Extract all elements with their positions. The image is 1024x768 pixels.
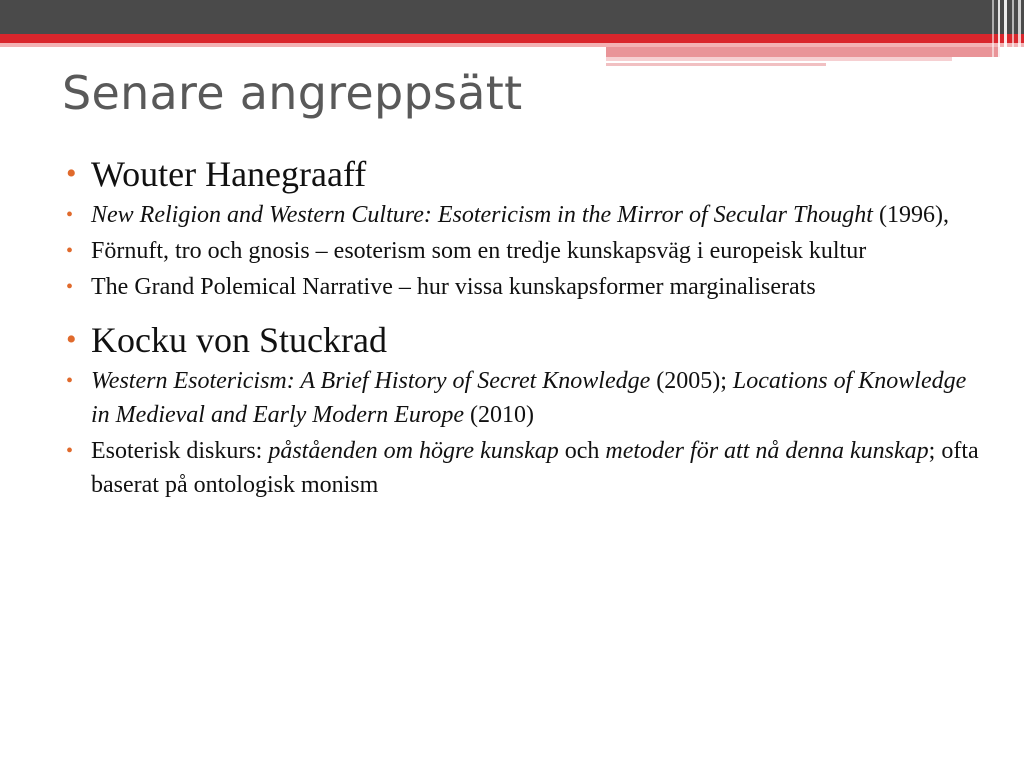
sub-bullet-item xyxy=(62,198,982,232)
bullet-text: Kocku von Stuckrad xyxy=(91,320,387,360)
bullet-item-stuckrad xyxy=(62,318,982,362)
book-title: Western Esotericism: A Brief History of Secret Knowledge xyxy=(91,368,651,394)
sub-bullet-item xyxy=(62,434,982,502)
emphasis-text: påståenden om högre kunskap xyxy=(268,438,559,464)
header-stripe xyxy=(992,0,994,68)
bullet-dot-icon: • xyxy=(66,276,74,298)
bullet-dot-icon: • xyxy=(66,240,74,262)
bullet-text: The Grand Polemical Narrative – hur vissa kunskapsformer marginaliserats xyxy=(91,274,816,300)
bullet-text: Esoterisk diskurs: xyxy=(91,438,269,464)
emphasis-text: metoder för att nå denna kunskap xyxy=(605,438,929,464)
header-stripe xyxy=(998,0,1000,68)
bullet-text: och xyxy=(558,438,606,464)
bullet-dot-icon: • xyxy=(66,157,77,190)
bullet-dot-icon: • xyxy=(66,370,74,392)
bullet-dot-icon: • xyxy=(66,204,74,226)
sub-bullet-item xyxy=(62,270,982,304)
sub-bullet-item xyxy=(62,364,982,432)
bullet-dot-icon: • xyxy=(66,323,77,356)
bullet-list xyxy=(62,152,982,502)
header-bar-red xyxy=(0,34,1024,43)
header-stripe xyxy=(1004,0,1007,68)
bullet-text: (2010) xyxy=(464,402,535,428)
header-bar-dark xyxy=(0,0,1024,34)
slide-body xyxy=(62,152,982,504)
bullet-text: Wouter Hanegraaff xyxy=(91,154,367,194)
book-title: Locations of Knowledge in Medieval and Early Modern Europe xyxy=(91,368,967,428)
bullet-item-hanegraaff xyxy=(62,152,982,196)
header-accent-bar xyxy=(606,47,1000,57)
bullet-text: Förnuft, tro och gnosis – esoterism som en tredje kunskapsväg i europeisk kultur xyxy=(91,238,867,264)
bullet-text: (1996), xyxy=(872,202,949,228)
slide-title: Senare angreppsätt xyxy=(62,66,523,120)
header-stripe xyxy=(1012,0,1014,68)
header-accent-bar xyxy=(606,63,826,66)
book-title: New Religion and Western Culture: Esotericism in the Mirror of Secular Thought xyxy=(91,202,873,228)
bullet-dot-icon: • xyxy=(66,440,74,462)
header-accent-bar xyxy=(606,57,952,61)
header-stripe xyxy=(1018,0,1021,68)
sub-bullet-item xyxy=(62,234,982,268)
bullet-text: (2005); xyxy=(650,368,733,394)
bullet-text: ; ofta baserat på ontologisk monism xyxy=(91,438,979,498)
